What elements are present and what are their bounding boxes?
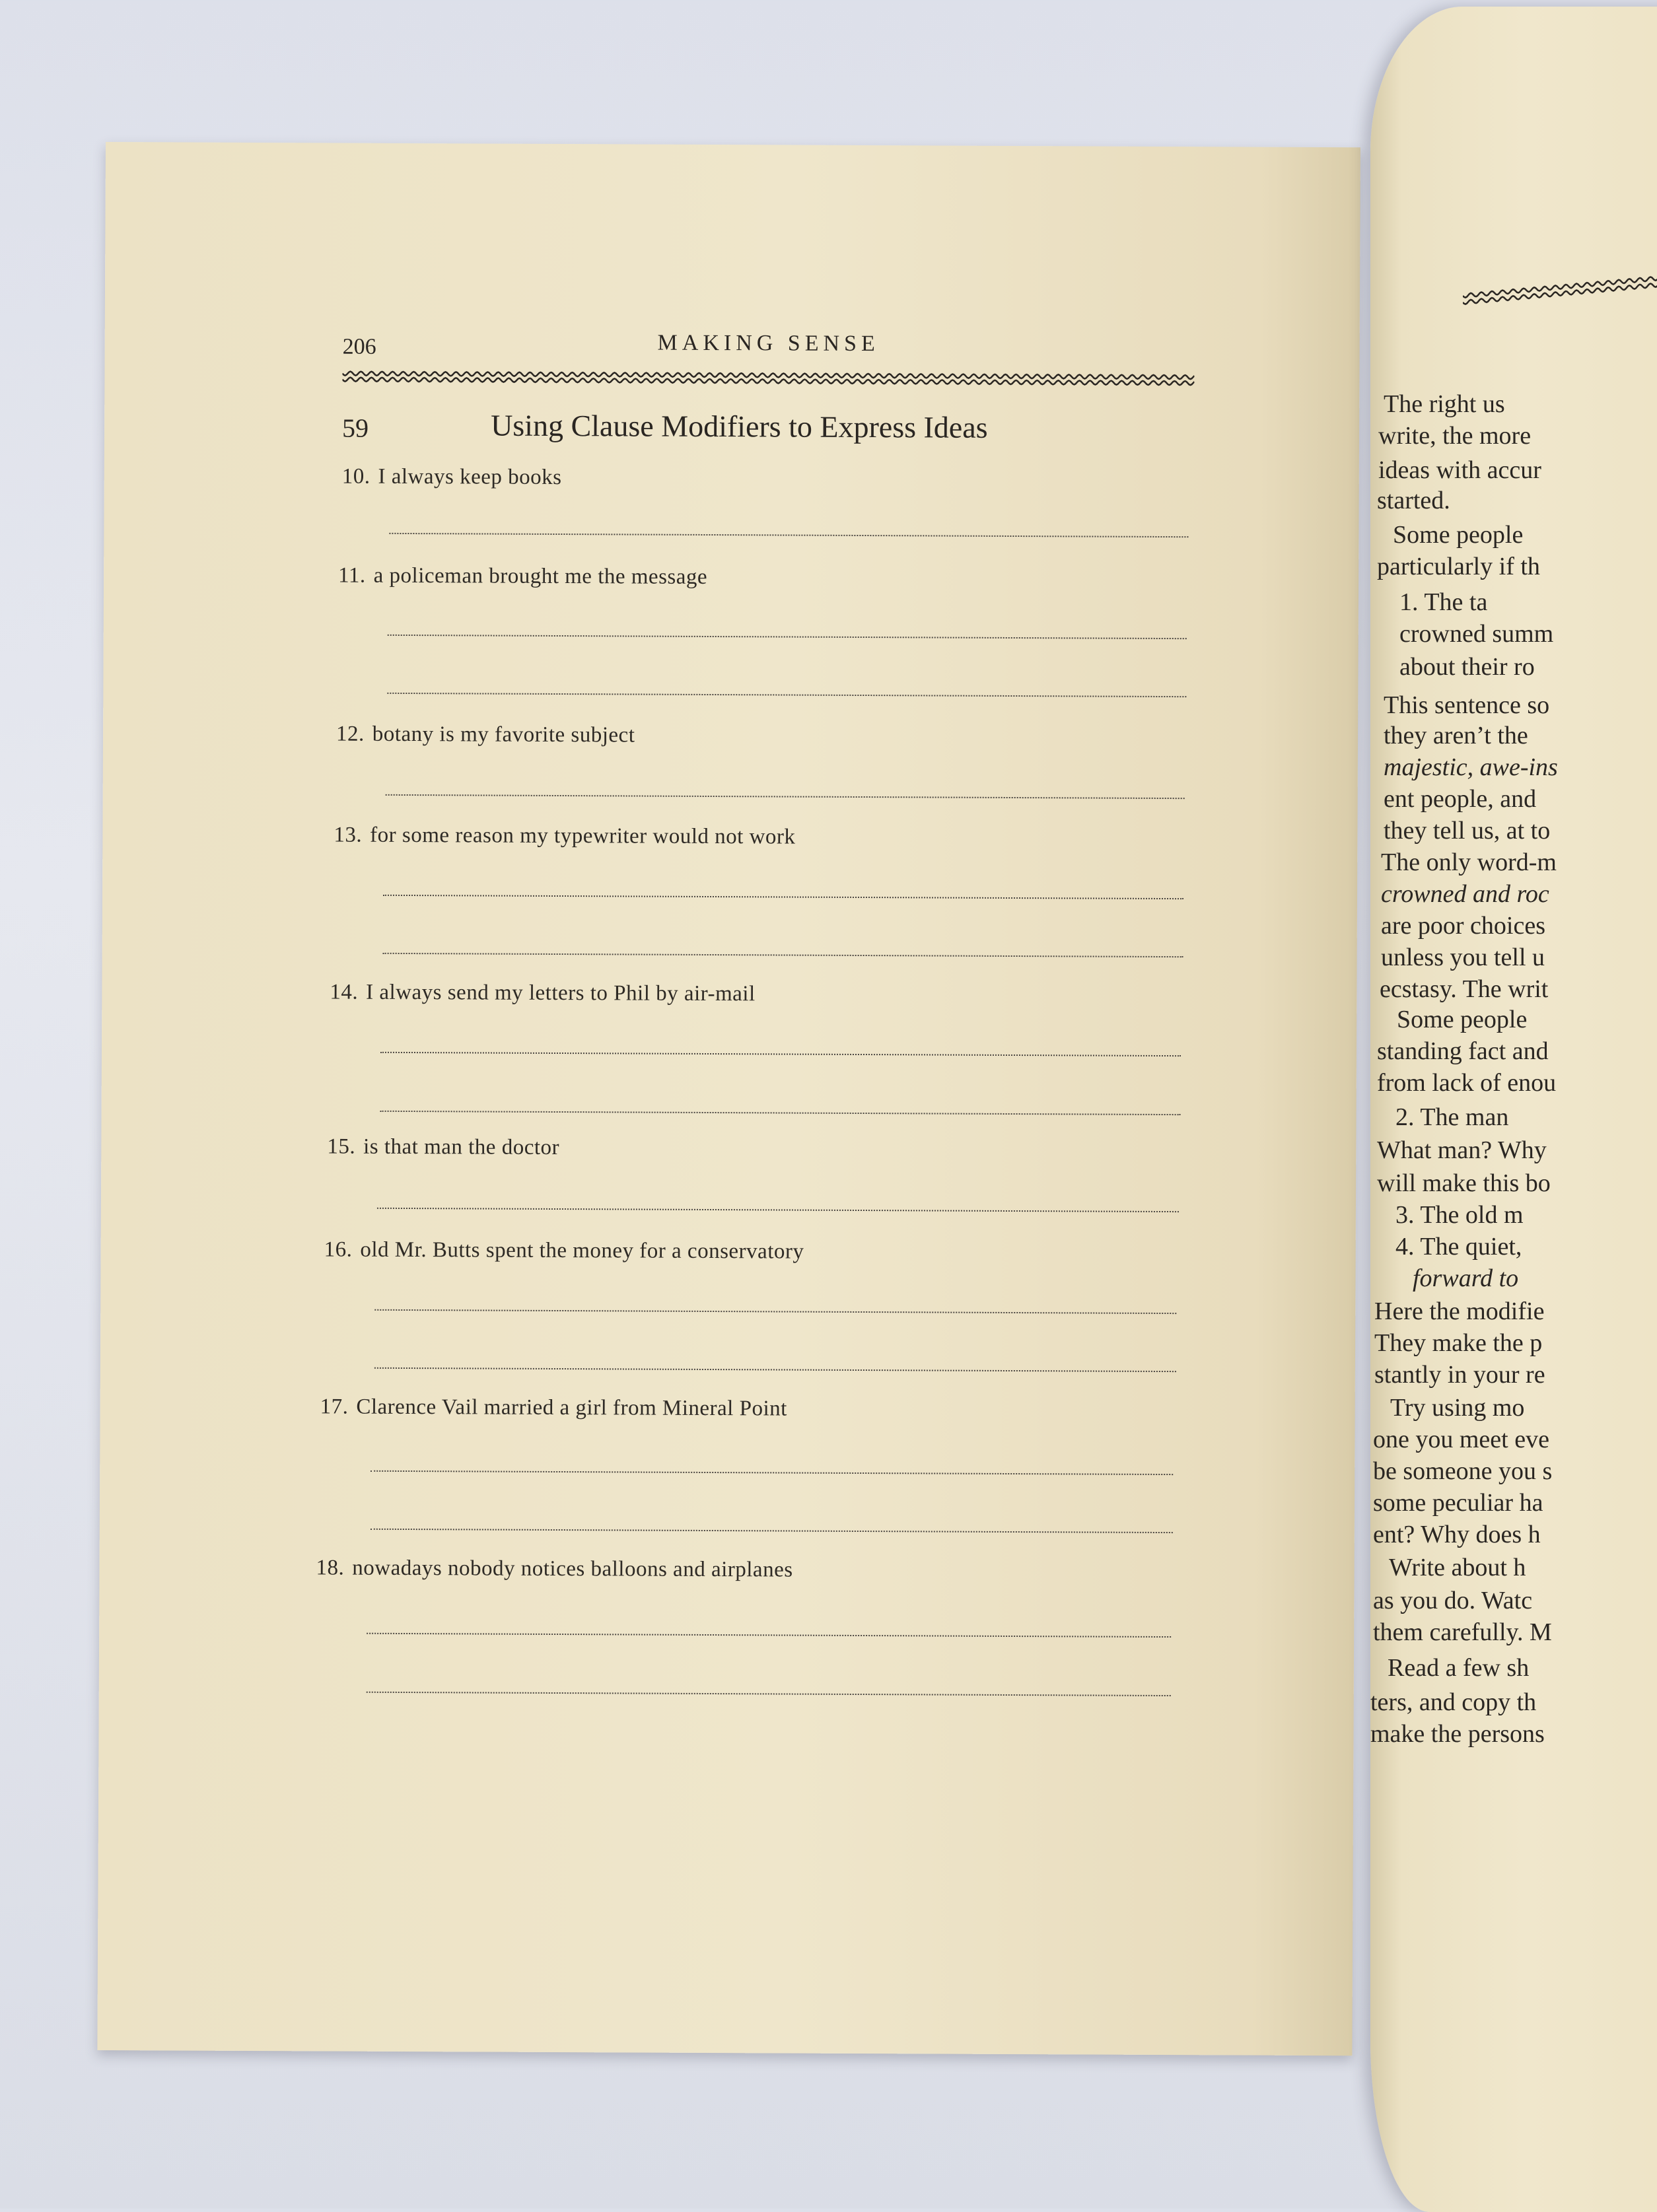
exercise-item xyxy=(338,564,1190,592)
answer-line[interactable] xyxy=(383,895,1183,899)
answer-line[interactable] xyxy=(367,1692,1171,1696)
exercise-text: botany is my favorite subject xyxy=(372,722,635,747)
right-page-line: forward to xyxy=(1413,1264,1519,1292)
page-number: 206 xyxy=(342,334,376,359)
answer-line[interactable] xyxy=(389,533,1188,537)
right-page-line: They make the p xyxy=(1374,1329,1543,1357)
exercise-item xyxy=(324,1237,1176,1266)
right-page-line: unless you tell u xyxy=(1381,944,1545,971)
right-page-line: from lack of enou xyxy=(1377,1069,1557,1097)
exercise-text: Clarence Vail married a girl from Mineral Point xyxy=(356,1395,787,1421)
right-page-line: make the persons xyxy=(1370,1720,1545,1748)
running-title: MAKING SENSE xyxy=(657,330,880,357)
exercise-item xyxy=(320,1395,1172,1423)
right-page-line: ters, and copy th xyxy=(1370,1688,1537,1716)
right-page-line: standing fact and xyxy=(1377,1037,1549,1065)
right-page-line: started. xyxy=(1377,487,1450,514)
right-page-line: crowned summ xyxy=(1399,620,1554,648)
right-page-line: particularly if th xyxy=(1377,553,1540,580)
right-page-line: some peculiar ha xyxy=(1373,1489,1543,1517)
right-page xyxy=(1370,7,1657,2212)
answer-line[interactable] xyxy=(388,635,1187,639)
exercise-number: 11. xyxy=(338,563,366,588)
exercise-number: 14. xyxy=(330,980,359,1004)
wavy-rule xyxy=(342,369,1194,389)
right-page-line: majestic, awe-ins xyxy=(1384,753,1558,781)
right-page-line: The right us xyxy=(1384,390,1505,418)
right-page-line: ideas with accur xyxy=(1378,456,1541,484)
right-page-line: Here the modifie xyxy=(1374,1297,1545,1325)
exercise-number: 12. xyxy=(336,722,365,746)
right-page-line: Write about h xyxy=(1389,1554,1526,1581)
answer-line[interactable] xyxy=(387,693,1186,697)
answer-line[interactable] xyxy=(367,1633,1171,1638)
left-page xyxy=(97,142,1360,2056)
right-page-line: Read a few sh xyxy=(1388,1654,1530,1682)
right-page-line: This sentence so xyxy=(1384,691,1550,719)
exercise-text: for some reason my typewriter would not work xyxy=(370,823,796,849)
section-title: Using Clause Modifiers to Express Ideas xyxy=(491,408,988,444)
right-page-line: about their ro xyxy=(1399,653,1535,681)
right-page-line: crowned and roc xyxy=(1381,880,1549,908)
answer-line[interactable] xyxy=(377,1208,1179,1212)
exercise-number: 16. xyxy=(324,1237,353,1262)
exercise-number: 18. xyxy=(316,1556,345,1580)
right-page-line: 2. The man xyxy=(1395,1103,1509,1131)
section-number: 59 xyxy=(342,413,369,443)
answer-line[interactable] xyxy=(370,1470,1173,1475)
right-page-line: 3. The old m xyxy=(1395,1201,1524,1229)
exercise-item xyxy=(327,1134,1179,1163)
exercise-text: is that man the doctor xyxy=(363,1134,560,1160)
exercise-number: 13. xyxy=(334,823,363,847)
right-page-line: them carefully. M xyxy=(1373,1618,1552,1646)
right-page-line: are poor choices xyxy=(1381,912,1545,940)
answer-line[interactable] xyxy=(386,794,1185,799)
exercise-number: 10. xyxy=(341,464,370,489)
exercise-item xyxy=(336,722,1188,751)
answer-line[interactable] xyxy=(370,1529,1173,1533)
exercise-text: nowadays nobody notices balloons and airplanes xyxy=(352,1556,793,1582)
right-page-line: they aren’t the xyxy=(1384,722,1528,749)
right-page-line: ent? Why does h xyxy=(1373,1521,1541,1548)
right-page-line: be someone you s xyxy=(1373,1457,1553,1485)
right-page-line: Some people xyxy=(1397,1006,1528,1033)
answer-line[interactable] xyxy=(383,953,1183,957)
right-page-line: as you do. Watc xyxy=(1373,1587,1533,1614)
exercise-item xyxy=(330,980,1181,1008)
section-heading xyxy=(342,407,1194,458)
right-page-line: Some people xyxy=(1393,521,1524,549)
exercise-item xyxy=(316,1556,1168,1584)
answer-line[interactable] xyxy=(380,1052,1181,1056)
exercise-text: I always keep books xyxy=(378,464,562,490)
right-page-line: will make this bo xyxy=(1377,1169,1551,1197)
answer-line[interactable] xyxy=(380,1111,1181,1115)
right-page-text xyxy=(1370,7,1657,2212)
right-page-line: ecstasy. The writ xyxy=(1380,975,1549,1003)
right-page-line: they tell us, at to xyxy=(1384,817,1551,845)
exercise-item xyxy=(342,465,1194,493)
exercise-text: a policeman brought me the message xyxy=(373,563,708,589)
right-page-line: Try using mo xyxy=(1390,1394,1525,1422)
exercise-text: I always send my letters to Phil by air-mail xyxy=(366,980,756,1006)
right-page-line: stantly in your re xyxy=(1374,1361,1545,1389)
right-page-line: The only word-m xyxy=(1381,848,1557,876)
exercise-text: old Mr. Butts spent the money for a conservatory xyxy=(360,1237,804,1264)
exercise-number: 15. xyxy=(327,1134,356,1159)
right-page-line: ent people, and xyxy=(1384,785,1537,813)
right-page-line: What man? Why xyxy=(1377,1136,1547,1164)
right-page-line: 1. The ta xyxy=(1399,588,1488,616)
exercise-number: 17. xyxy=(320,1395,349,1419)
answer-line[interactable] xyxy=(374,1367,1176,1372)
right-page-line: write, the more xyxy=(1378,422,1532,450)
right-page-line: 4. The quiet, xyxy=(1395,1233,1522,1261)
exercise-item xyxy=(334,823,1185,852)
answer-line[interactable] xyxy=(374,1309,1176,1314)
right-page-line: one you meet eve xyxy=(1373,1426,1549,1453)
